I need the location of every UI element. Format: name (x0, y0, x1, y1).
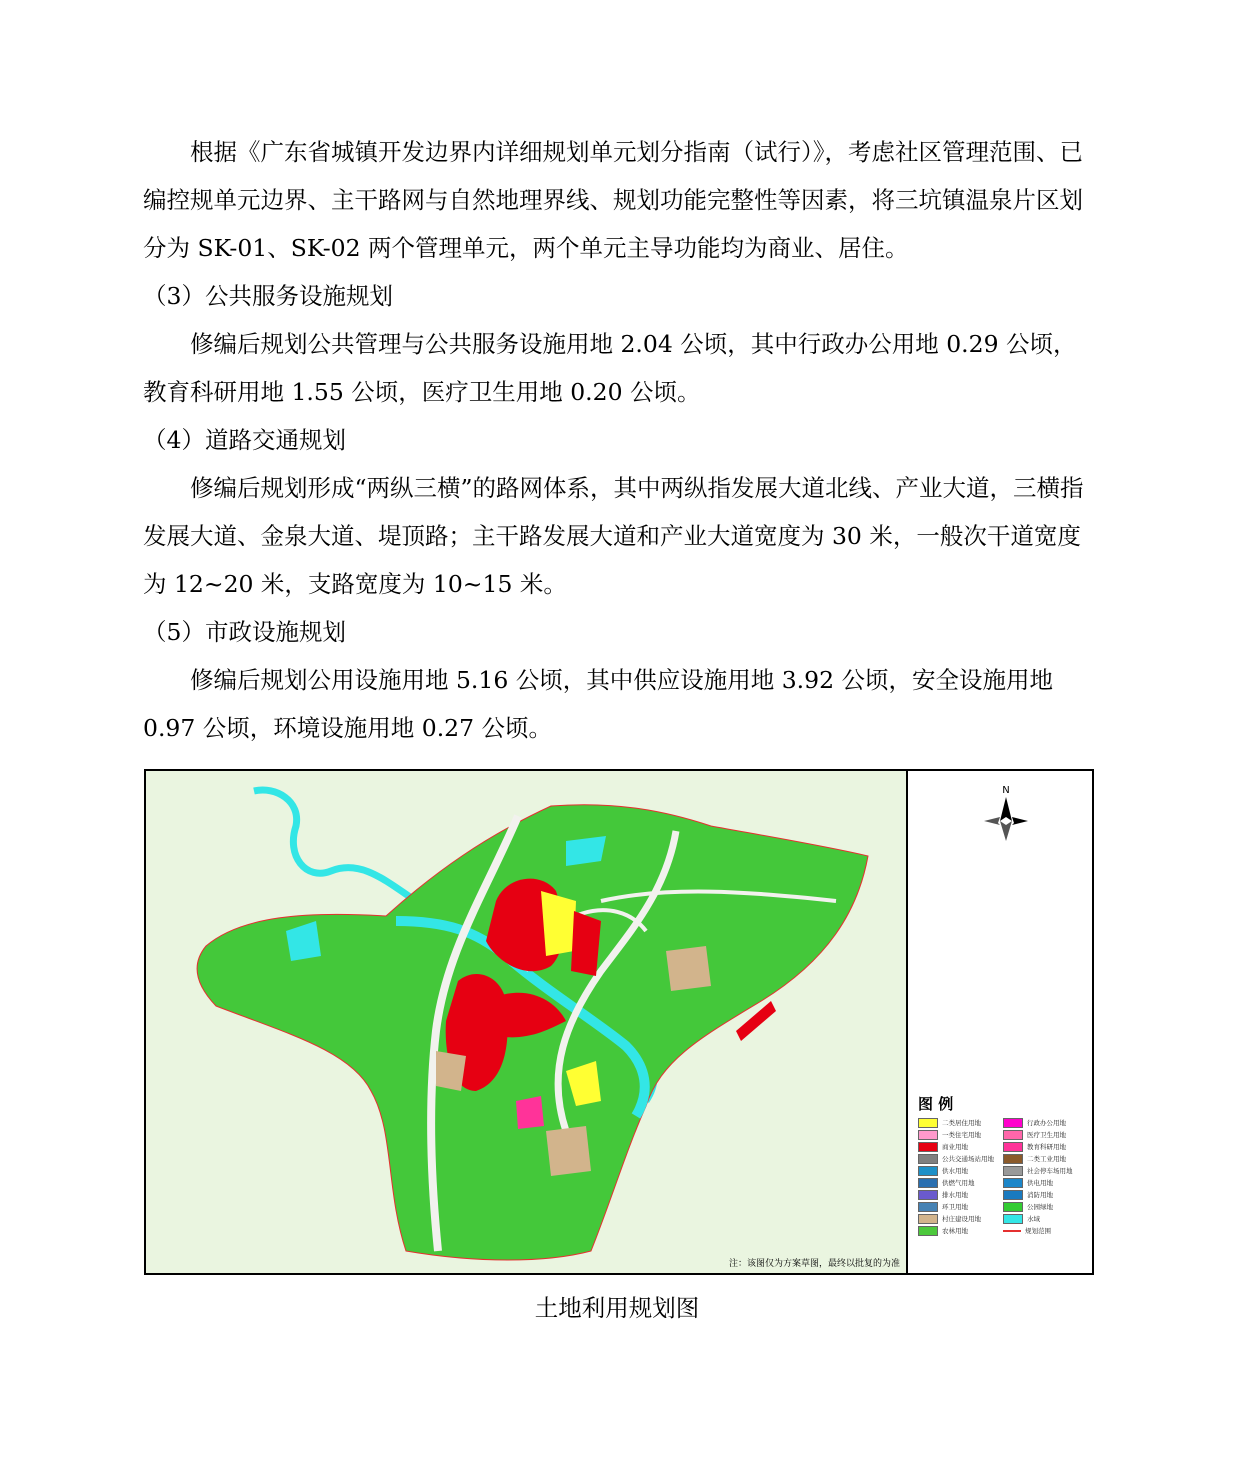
legend-label: 二类居住用地 (942, 1119, 981, 1127)
map-zone-village-1 (436, 1051, 466, 1091)
legend-label: 排水用地 (942, 1191, 968, 1199)
legend-item (918, 1129, 1003, 1140)
legend-label: 公园绿地 (1027, 1203, 1053, 1211)
legend-label: 供水用地 (942, 1167, 968, 1175)
legend-label: 公共交通场站用地 (942, 1155, 994, 1163)
legend-label: 社会停车场用地 (1027, 1167, 1073, 1175)
map-legend (908, 771, 1092, 1273)
legend-title: 图 例 (918, 1095, 954, 1113)
paragraph-municipal: 修编后规划公用设施用地 5.16 公顷，其中供应设施用地 3.92 公顷，安全设施用地 0.97 公顷，环境设施用地 0.27 公顷。 (143, 666, 1054, 742)
legend-item (918, 1153, 1003, 1164)
paragraph-unit-division: 根据《广东省城镇开发边界内详细规划单元划分指南（试行）》，考虑社区管理范围、已编控规单元边界、主干路网与自然地理界线、规划功能完整性等因素，将三坑镇温泉片区划分为 SK-01、SK-02 两个管理单元，两个单元主导功能均为商业、居住。 (143, 138, 1083, 262)
legend-label: 消防用地 (1027, 1191, 1053, 1199)
legend-swatch (918, 1190, 938, 1200)
legend-item (918, 1189, 1003, 1200)
legend-swatch (918, 1142, 938, 1152)
legend-item (1003, 1165, 1088, 1176)
legend-swatch (918, 1154, 938, 1164)
land-use-map-figure (144, 769, 1094, 1275)
legend-item (1003, 1177, 1088, 1188)
body-text-block-2 (143, 272, 1088, 752)
legend-item (918, 1201, 1003, 1212)
map-zone-residential-north (541, 891, 576, 956)
map-zone-village-3 (666, 946, 711, 991)
legend-item (918, 1165, 1003, 1176)
svg-text:N: N (1002, 785, 1010, 796)
map-zone-village-2 (546, 1126, 591, 1176)
legend-label: 商业用地 (942, 1143, 968, 1151)
legend-swatch (918, 1166, 938, 1176)
legend-item (1003, 1225, 1088, 1236)
legend-item (1003, 1153, 1088, 1164)
land-use-map (146, 771, 908, 1273)
legend-swatch (1003, 1178, 1023, 1188)
legend-item (1003, 1141, 1088, 1152)
legend-swatch (1003, 1190, 1023, 1200)
legend-label: 农林用地 (942, 1227, 968, 1235)
legend-swatch (918, 1226, 938, 1236)
legend-swatch (1003, 1202, 1023, 1212)
legend-swatch (1003, 1230, 1021, 1232)
land-use-map-drawing (146, 771, 906, 1273)
legend-item (918, 1177, 1003, 1188)
legend-swatch (918, 1130, 938, 1140)
map-zone-commercial-east (571, 911, 601, 976)
map-zone-admin (516, 1096, 544, 1129)
body-text-block-1 (143, 128, 1088, 272)
legend-item (918, 1213, 1003, 1224)
legend-label: 行政办公用地 (1027, 1119, 1066, 1127)
legend-label: 水域 (1027, 1215, 1040, 1223)
legend-label: 医疗卫生用地 (1027, 1131, 1066, 1139)
legend-label: 规划范围 (1025, 1227, 1051, 1235)
legend-swatch (1003, 1130, 1023, 1140)
north-arrow-icon (978, 783, 1034, 843)
figure-caption: 土地利用规划图 (534, 1294, 700, 1322)
legend-item (1003, 1129, 1088, 1140)
legend-label: 教育科研用地 (1027, 1143, 1066, 1151)
legend-item (1003, 1213, 1088, 1224)
legend-swatch (1003, 1154, 1023, 1164)
paragraph-public-services: 修编后规划公共管理与公共服务设施用地 2.04 公顷，其中行政办公用地 0.29 公顷，教育科研用地 1.55 公顷，医疗卫生用地 0.20 公顷。 (143, 330, 1077, 406)
legend-item (1003, 1201, 1088, 1212)
legend-swatch (1003, 1118, 1023, 1128)
legend-swatch (918, 1178, 938, 1188)
legend-item (1003, 1189, 1088, 1200)
heading-road-traffic: （4）道路交通规划 (143, 426, 346, 454)
legend-swatch (918, 1202, 938, 1212)
legend-swatch (918, 1118, 938, 1128)
paragraph-road-traffic: 修编后规划形成“两纵三横”的路网体系，其中两纵指发展大道北线、产业大道，三横指发展大道、金泉大道、堤顶路；主干路发展大道和产业大道宽度为 30 米，一般次干道宽度为 12~20 米，支路宽度为 10~15 米。 (143, 474, 1084, 598)
legend-item (918, 1117, 1003, 1128)
legend-swatch (1003, 1214, 1023, 1224)
legend-label: 二类工业用地 (1027, 1155, 1066, 1163)
heading-public-services: （3）公共服务设施规划 (143, 282, 393, 310)
legend-grid (918, 1117, 1088, 1236)
legend-label: 供燃气用地 (942, 1179, 975, 1187)
legend-item (918, 1141, 1003, 1152)
legend-swatch (1003, 1166, 1023, 1176)
map-note: 注：该图仅为方案草图，最终以批复的为准 (728, 1259, 900, 1269)
legend-label: 一类住宅用地 (942, 1131, 981, 1139)
legend-swatch (1003, 1142, 1023, 1152)
legend-label: 环卫用地 (942, 1203, 968, 1211)
legend-item (918, 1225, 1003, 1236)
legend-label: 供电用地 (1027, 1179, 1053, 1187)
legend-item (1003, 1117, 1088, 1128)
legend-label: 村庄建设用地 (942, 1215, 981, 1223)
heading-municipal: （5）市政设施规划 (143, 618, 346, 646)
legend-swatch (918, 1214, 938, 1224)
